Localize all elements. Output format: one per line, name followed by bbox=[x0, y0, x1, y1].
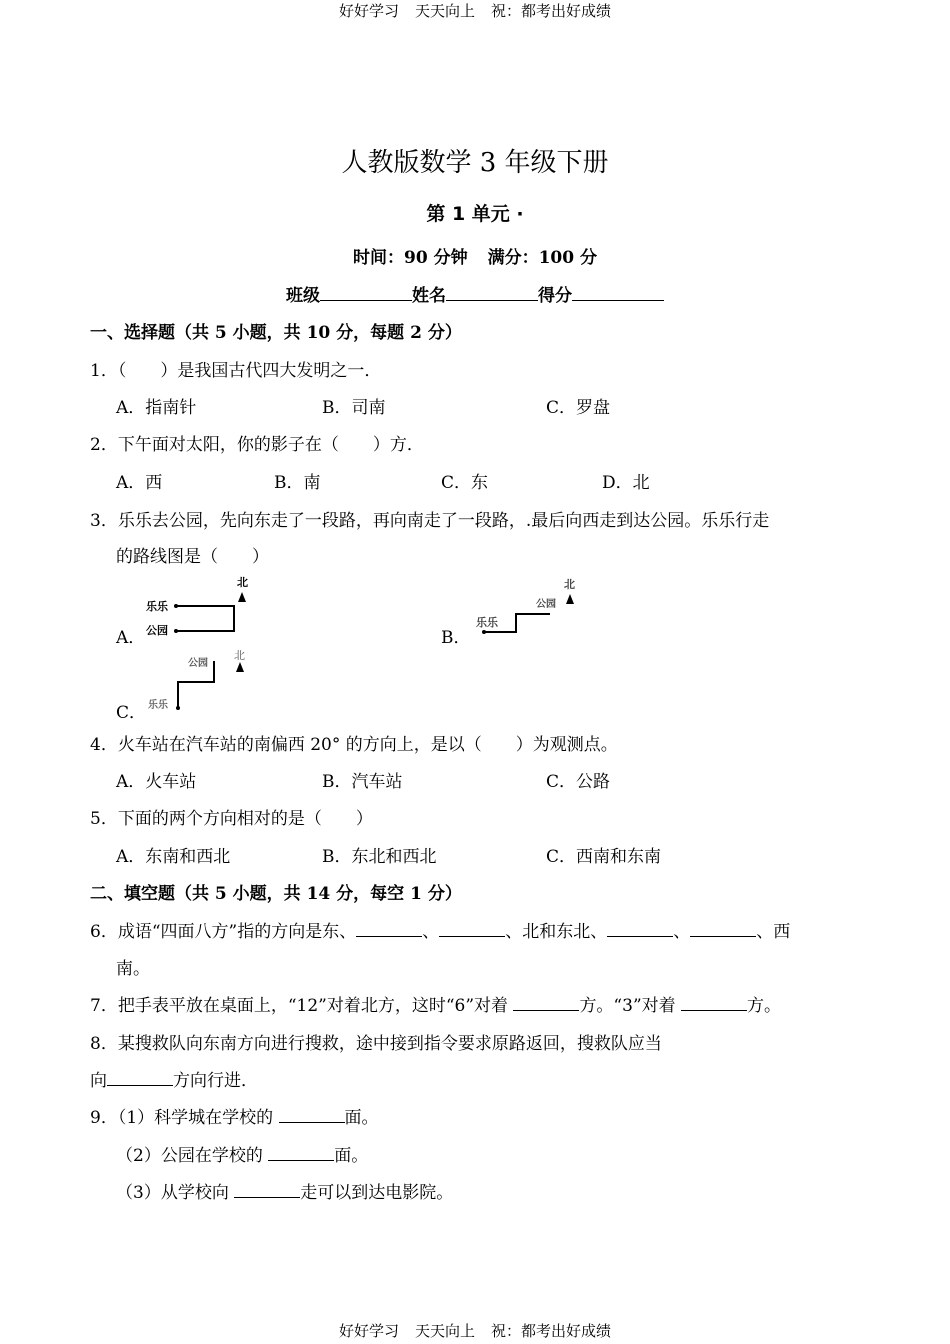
north-arrow-icon bbox=[236, 662, 244, 672]
time-info: 时间：90 分钟 bbox=[353, 248, 468, 268]
q5-option-b[interactable]: B．东北和西北 bbox=[322, 847, 437, 867]
q9-part2: （2）公园在学校的 面。 bbox=[116, 1146, 369, 1166]
q6-line1: 6．成语“四面八方”指的方向是东、 、 、北和东北、 、 、西 bbox=[90, 922, 791, 942]
q9-blank-1[interactable] bbox=[279, 1106, 345, 1123]
q2-option-b[interactable]: B．南 bbox=[274, 473, 321, 493]
q1-option-a[interactable]: A．指南针 bbox=[116, 398, 197, 418]
park-label: 公园 bbox=[146, 624, 168, 637]
start-dot bbox=[482, 630, 486, 634]
q9-blank-2[interactable] bbox=[268, 1144, 334, 1161]
q3-diagram-a bbox=[144, 570, 256, 642]
q7-text: 7．把手表平放在桌面上，“12”对着北方，这时“6”对着 方。“3”对着 方。 bbox=[90, 996, 782, 1016]
q4-option-a[interactable]: A．火车站 bbox=[116, 772, 197, 792]
q1-text: 1．（ ）是我国古代四大发明之一． bbox=[90, 361, 382, 381]
grade-label: 得分 bbox=[538, 286, 572, 306]
start-dot bbox=[174, 604, 178, 608]
route-line bbox=[176, 606, 234, 631]
page-header bbox=[0, 0, 950, 21]
north-label: 北 bbox=[237, 576, 248, 589]
q3-diagram-c bbox=[144, 646, 256, 716]
north-arrow-icon bbox=[238, 592, 246, 602]
section-1-title: 一、选择题（共 5 小题，共 10 分，每题 2 分） bbox=[90, 323, 462, 343]
q7-blank-1[interactable] bbox=[513, 994, 579, 1011]
grade-blank[interactable] bbox=[572, 282, 664, 301]
q7-blank-2[interactable] bbox=[681, 994, 747, 1011]
q8-line2: 向 方向行进． bbox=[90, 1071, 258, 1091]
name-label: 姓名 bbox=[412, 286, 446, 306]
north-label: 北 bbox=[564, 578, 575, 591]
footer-text: 好好学习 bbox=[338, 1322, 399, 1340]
footer-text: 天天向上 bbox=[414, 1322, 475, 1340]
q9-blank-3[interactable] bbox=[234, 1181, 300, 1198]
q6-blank-2[interactable] bbox=[439, 920, 505, 937]
end-dot bbox=[174, 629, 178, 633]
header-text: 好好学习 bbox=[338, 2, 399, 20]
q2-option-a[interactable]: A．西 bbox=[116, 473, 163, 493]
q6-line2: 南。 bbox=[116, 959, 150, 979]
unit-title: 第 1 单元 · bbox=[426, 203, 524, 225]
q3-option-c[interactable]: C． bbox=[116, 703, 147, 723]
q3-text-line1: 3．乐乐去公园，先向东走了一段路，再向南走了一段路，.最后向西走到达公园。乐乐行走 bbox=[90, 511, 770, 531]
q3-text-line2: 的路线图是（ ） bbox=[116, 547, 269, 567]
header-text: 天天向上 bbox=[414, 2, 475, 20]
class-label: 班级 bbox=[286, 286, 320, 306]
start-dot bbox=[176, 706, 180, 710]
north-label: 北 bbox=[234, 649, 245, 662]
q5-option-c[interactable]: C．西南和东南 bbox=[546, 847, 662, 867]
q6-blank-1[interactable] bbox=[356, 920, 422, 937]
q4-option-c[interactable]: C．公路 bbox=[546, 772, 611, 792]
score-info: 满分：100 分 bbox=[487, 248, 597, 268]
q9-part1: 9．（1）科学城在学校的 面。 bbox=[90, 1108, 379, 1128]
q3-option-a[interactable]: A． bbox=[116, 628, 146, 648]
section-2-title: 二、填空题（共 5 小题，共 14 分，每空 1 分） bbox=[90, 884, 462, 904]
q2-option-d[interactable]: D．北 bbox=[602, 473, 650, 493]
q6-blank-4[interactable] bbox=[690, 920, 756, 937]
exam-info bbox=[0, 243, 950, 268]
doc-title: 人教版数学 3 年级下册 bbox=[341, 148, 609, 178]
footer-text: 祝：都考出好成绩 bbox=[491, 1322, 612, 1340]
q9-part3: （3）从学校向 走可以到达电影院。 bbox=[116, 1183, 454, 1203]
north-arrow-icon bbox=[566, 594, 574, 604]
lele-label: 乐乐 bbox=[476, 616, 498, 629]
q5-text: 5．下面的两个方向相对的是（ ） bbox=[90, 809, 373, 829]
park-label: 公园 bbox=[188, 658, 208, 669]
q3-diagram-b bbox=[472, 574, 584, 640]
q4-option-b[interactable]: B．汽车站 bbox=[322, 772, 403, 792]
q2-text: 2．下午面对太阳，你的影子在（ ）方． bbox=[90, 435, 424, 455]
q8-line1: 8．某搜救队向东南方向进行搜救，途中接到指令要求原路返回，搜救队应当 bbox=[90, 1034, 662, 1054]
lele-label: 乐乐 bbox=[146, 600, 168, 613]
q5-option-a[interactable]: A．东南和西北 bbox=[116, 847, 231, 867]
q6-blank-3[interactable] bbox=[607, 920, 673, 937]
park-label: 公园 bbox=[536, 599, 556, 610]
q4-text: 4．火车站在汽车站的南偏西 20° 的方向上，是以（ ）为观测点。 bbox=[90, 735, 618, 755]
header-text: 祝：都考出好成绩 bbox=[491, 2, 612, 20]
q2-option-c[interactable]: C．东 bbox=[441, 473, 489, 493]
q8-blank[interactable] bbox=[107, 1069, 173, 1086]
q1-option-b[interactable]: B．司南 bbox=[322, 398, 386, 418]
page-footer bbox=[0, 1320, 950, 1341]
name-blank[interactable] bbox=[446, 282, 538, 301]
class-blank[interactable] bbox=[320, 282, 412, 301]
student-info bbox=[0, 281, 950, 306]
lele-label: 乐乐 bbox=[148, 700, 168, 711]
q3-option-b[interactable]: B． bbox=[441, 628, 471, 648]
q1-option-c[interactable]: C．罗盘 bbox=[546, 398, 611, 418]
